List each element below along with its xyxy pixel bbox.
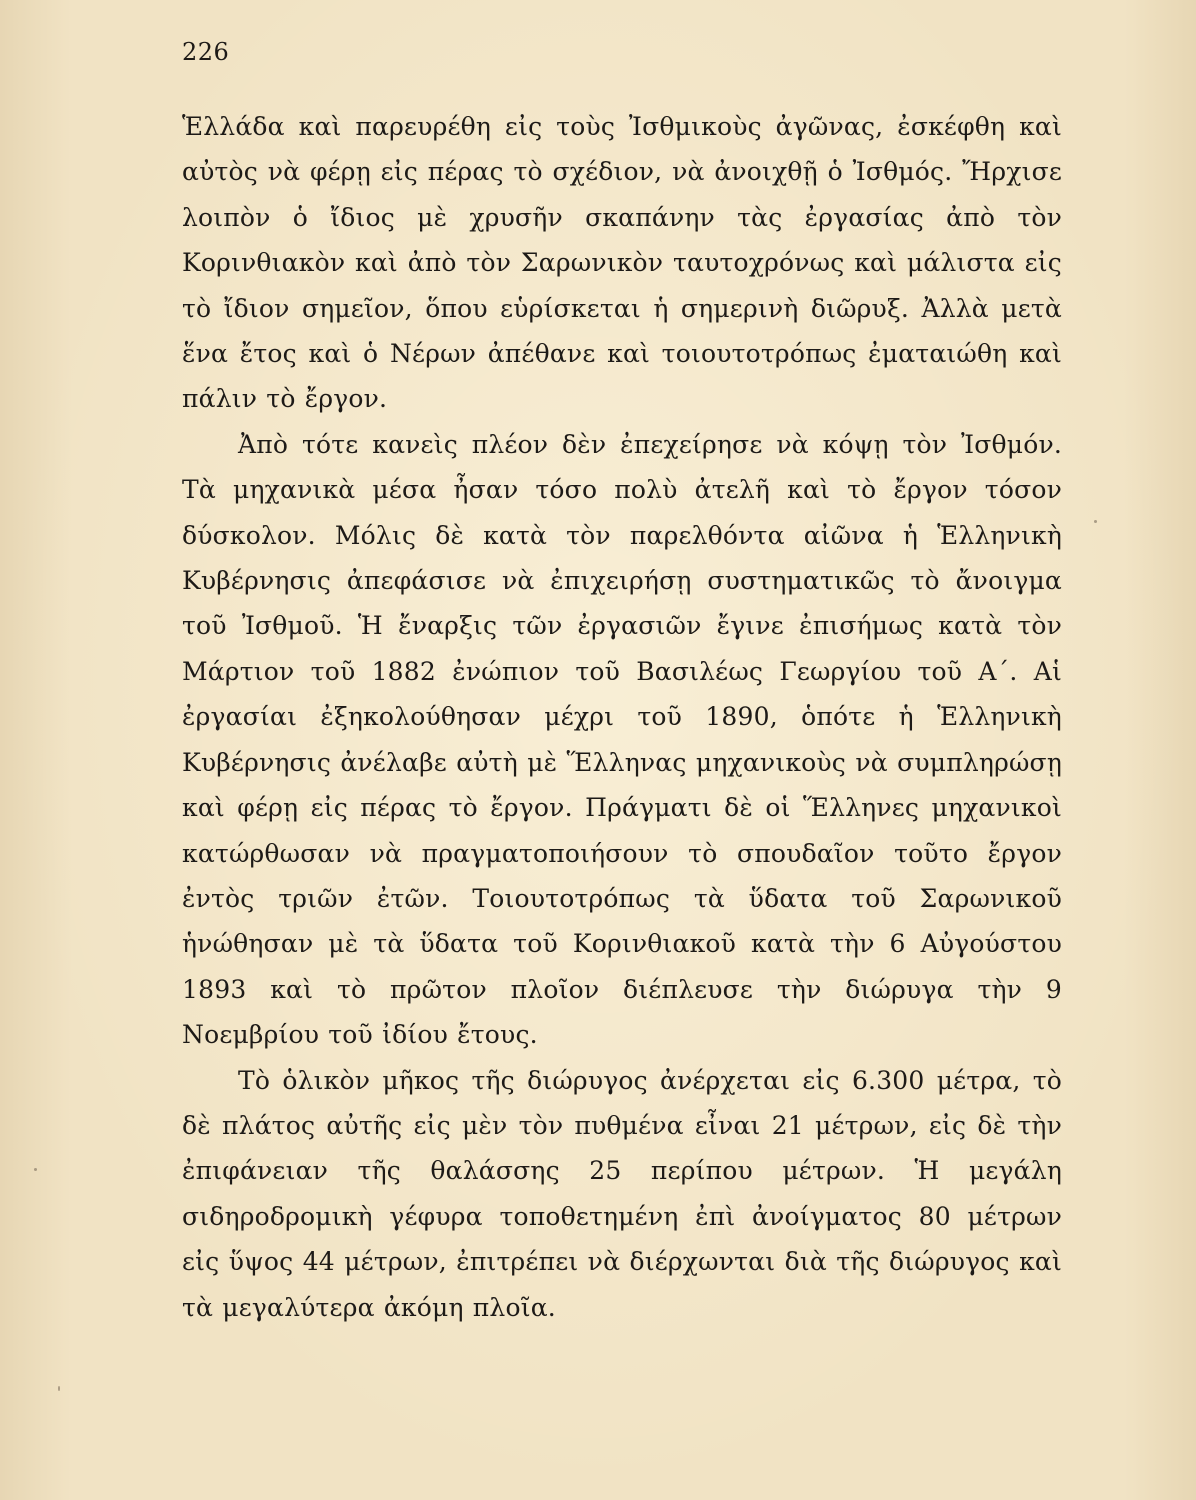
paragraph-canal-dimensions: Τὸ ὁλικὸν μῆκος τῆς διώρυγος ἀνέρχεται εἰς 6.300 μέτρα, τὸ δὲ πλάτος αὐτῆς εἰς μὲν τὸν πυθμένα εἶναι 21 μέτρων, εἰς δὲ τὴν ἐπιφάνειαν τῆς θαλάσσης 25 περίπου μέτρων. Ἡ μεγάλη σιδηροδρομικὴ γέφυρα τοποθετημένη ἐπὶ ἀνοίγματος 80 μέτρων εἰς ὕψος 44 μέτρων, ἐπιτρέπει νὰ διέρχωνται διὰ τῆς διώρυγος καὶ τὰ μεγαλύτερα ἀκόμη πλοῖα. — [182, 1065, 1062, 1322]
paragraph-continued: Ἑλλάδα καὶ παρευρέθη εἰς τοὺς Ἰσθμικοὺς ἀγῶνας, ἐσκέφθη καὶ αὐτὸς νὰ φέρῃ εἰς πέρας τὸ σχέδιον, νὰ ἀνοιχθῇ ὁ Ἰσθμός. Ἤρχισε λοιπὸν ὁ ἴδιος μὲ χρυσῆν σκαπάνην τὰς ἐργασίας ἀπὸ τὸν Κορινθιακὸν καὶ ἀπὸ τὸν Σαρωνικὸν ταυτοχρόνως καὶ μάλιστα εἰς τὸ ἴδιον σημεῖον, ὅπου εὑρίσκεται ἡ σημερινὴ διῶρυξ. Ἀλλὰ μετὰ ἕνα ἔτος καὶ ὁ Νέρων ἀπέθανε καὶ τοιουτοτρόπως ἐματαιώθη καὶ πάλιν τὸ ἔργον. — [182, 112, 1062, 414]
paper-speck — [34, 1168, 37, 1171]
body-text — [182, 104, 1062, 1330]
paper-speck — [1094, 520, 1097, 523]
paper-speck — [58, 1386, 60, 1391]
page-number: 226 — [182, 38, 230, 66]
paragraph-isthmus-history: Ἀπὸ τότε κανεὶς πλέον δὲν ἐπεχείρησε νὰ κόψῃ τὸν Ἰσθμόν. Τὰ μηχανικὰ μέσα ἦσαν τόσο πολὺ ἀτελῆ καὶ τὸ ἔργον τόσον δύσκολον. Μόλις δὲ κατὰ τὸν παρελθόντα αἰῶνα ἡ Ἑλληνικὴ Κυβέρνησις ἀπεφάσισε νὰ ἐπιχειρήσῃ συστηματικῶς τὸ ἄνοιγμα τοῦ Ἰσθμοῦ. Ἡ ἔναρξις τῶν ἐργασιῶν ἔγινε ἐπισήμως κατὰ τὸν Μάρτιον τοῦ 1882 ἐνώπιον τοῦ Βασιλέως Γεωργίου τοῦ Α΄. Αἱ ἐργασίαι ἐξηκολούθησαν μέχρι τοῦ 1890, ὁπότε ἡ Ἑλληνικὴ Κυβέρνησις ἀνέλαβε αὐτὴ μὲ Ἕλληνας μηχανικοὺς νὰ συμπληρώσῃ καὶ φέρῃ εἰς πέρας τὸ ἔργον. Πράγματι δὲ οἱ Ἕλληνες μηχανικοὶ κατώρθωσαν νὰ πραγματοποιήσουν τὸ σπουδαῖον τοῦτο ἔργον ἐντὸς τριῶν ἐτῶν. Τοιουτοτρόπως τὰ ὕδατα τοῦ Σαρωνικοῦ ἡνώθησαν μὲ τὰ ὕδατα τοῦ Κορινθιακοῦ κατὰ τὴν 6 Αὐγούστου 1893 καὶ τὸ πρῶτον πλοῖον διέπλευσε τὴν διώρυγα τὴν 9 Νοεμβρίου τοῦ ἰδίου ἔτους. — [182, 429, 1062, 1050]
